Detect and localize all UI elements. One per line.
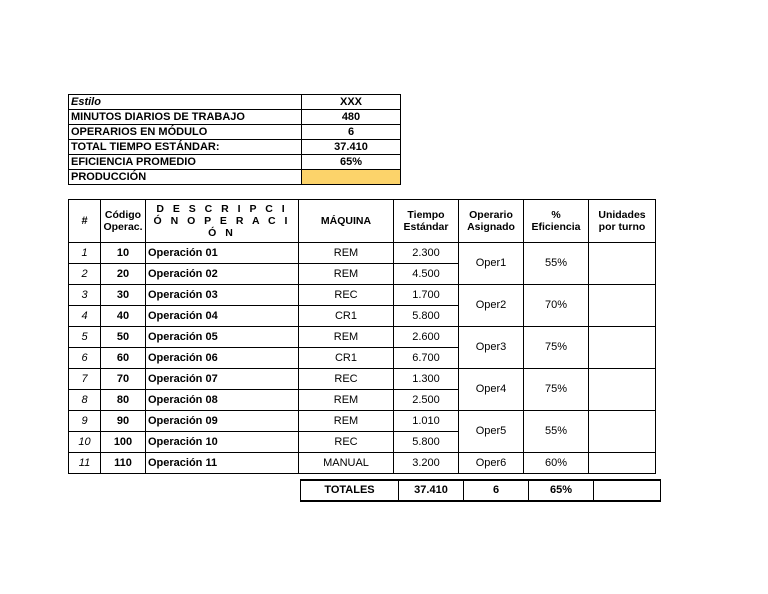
group-operator: Oper5: [459, 411, 524, 453]
row-num: 10: [69, 432, 101, 453]
row-description: Operación 06: [146, 348, 299, 369]
group-operator: Oper2: [459, 285, 524, 327]
operations-table: [68, 199, 656, 474]
info-label: EFICIENCIA PROMEDIO: [69, 155, 302, 170]
header-description: D E S C R I P C I Ó N O P E R A C I Ó N: [146, 200, 299, 243]
row-code: 90: [101, 411, 146, 432]
group-efficiency: 75%: [524, 327, 589, 369]
group-efficiency: 60%: [524, 453, 589, 474]
group-efficiency: 70%: [524, 285, 589, 327]
group-operator: Oper1: [459, 243, 524, 285]
info-label: TOTAL TIEMPO ESTÁNDAR:: [69, 140, 302, 155]
group-units-cell[interactable]: [589, 285, 656, 327]
row-machine: REM: [299, 411, 394, 432]
header-operator: Operario Asignado: [459, 200, 524, 243]
row-code: 70: [101, 369, 146, 390]
row-machine: REM: [299, 390, 394, 411]
row-description: Operación 05: [146, 327, 299, 348]
row-description: Operación 01: [146, 243, 299, 264]
row-code: 80: [101, 390, 146, 411]
row-time: 2.300: [394, 243, 459, 264]
row-description: Operación 02: [146, 264, 299, 285]
row-machine: CR1: [299, 306, 394, 327]
info-row-operators: [69, 125, 401, 140]
totals-label: TOTALES: [301, 480, 399, 501]
row-num: 3: [69, 285, 101, 306]
row-num: 4: [69, 306, 101, 327]
row-time: 5.800: [394, 306, 459, 327]
group-units-cell[interactable]: [589, 453, 656, 474]
row-num: 9: [69, 411, 101, 432]
table-row: [69, 327, 656, 348]
row-time: 2.600: [394, 327, 459, 348]
table-row: [69, 453, 656, 474]
row-machine: MANUAL: [299, 453, 394, 474]
row-num: 11: [69, 453, 101, 474]
group-operator: Oper6: [459, 453, 524, 474]
row-num: 8: [69, 390, 101, 411]
info-label: OPERARIOS EN MÓDULO: [69, 125, 302, 140]
row-code: 110: [101, 453, 146, 474]
style-info-table: [68, 94, 401, 185]
group-efficiency: 75%: [524, 369, 589, 411]
totals-time: 37.410: [399, 480, 464, 501]
header-num: #: [69, 200, 101, 243]
row-num: 7: [69, 369, 101, 390]
info-label: PRODUCCIÓN: [69, 170, 302, 185]
row-num: 1: [69, 243, 101, 264]
row-time: 1.010: [394, 411, 459, 432]
row-description: Operación 04: [146, 306, 299, 327]
group-efficiency: 55%: [524, 243, 589, 285]
row-time: 1.300: [394, 369, 459, 390]
info-row-minutes: [69, 110, 401, 125]
row-code: 100: [101, 432, 146, 453]
info-label: Estilo: [69, 95, 302, 110]
row-description: Operación 09: [146, 411, 299, 432]
header-machine: MÁQUINA: [299, 200, 394, 243]
row-description: Operación 08: [146, 390, 299, 411]
totals-operators: 6: [464, 480, 529, 501]
row-num: 2: [69, 264, 101, 285]
row-machine: REC: [299, 369, 394, 390]
row-machine: REM: [299, 264, 394, 285]
table-row: [69, 411, 656, 432]
production-input-cell[interactable]: [302, 170, 401, 185]
operations-header-row: [69, 200, 656, 243]
table-row: [69, 285, 656, 306]
header-units: Unidades por turno: [589, 200, 656, 243]
row-time: 2.500: [394, 390, 459, 411]
table-row: [69, 369, 656, 390]
row-description: Operación 11: [146, 453, 299, 474]
row-machine: CR1: [299, 348, 394, 369]
row-code: 20: [101, 264, 146, 285]
group-units-cell[interactable]: [589, 243, 656, 285]
row-code: 40: [101, 306, 146, 327]
info-row-efficiency: [69, 155, 401, 170]
info-row-production: [69, 170, 401, 185]
group-units-cell[interactable]: [589, 369, 656, 411]
group-operator: Oper3: [459, 327, 524, 369]
info-row-total-time: [69, 140, 401, 155]
row-description: Operación 10: [146, 432, 299, 453]
row-time: 3.200: [394, 453, 459, 474]
row-code: 60: [101, 348, 146, 369]
info-value: 6: [302, 125, 401, 140]
info-value: XXX: [302, 95, 401, 110]
row-num: 5: [69, 327, 101, 348]
table-row: [69, 243, 656, 264]
info-value: 65%: [302, 155, 401, 170]
totals-table: [300, 479, 661, 502]
row-machine: REM: [299, 243, 394, 264]
totals-efficiency: 65%: [529, 480, 594, 501]
row-time: 6.700: [394, 348, 459, 369]
info-label: MINUTOS DIARIOS DE TRABAJO: [69, 110, 302, 125]
totals-units[interactable]: [594, 480, 661, 501]
row-machine: REC: [299, 432, 394, 453]
row-code: 30: [101, 285, 146, 306]
totals-row: [301, 480, 661, 501]
group-efficiency: 55%: [524, 411, 589, 453]
header-code: Código Operac.: [101, 200, 146, 243]
info-value: 480: [302, 110, 401, 125]
row-code: 10: [101, 243, 146, 264]
row-time: 5.800: [394, 432, 459, 453]
row-num: 6: [69, 348, 101, 369]
group-units-cell[interactable]: [589, 411, 656, 453]
row-machine: REC: [299, 285, 394, 306]
group-units-cell[interactable]: [589, 327, 656, 369]
row-time: 4.500: [394, 264, 459, 285]
row-code: 50: [101, 327, 146, 348]
info-value: 37.410: [302, 140, 401, 155]
row-machine: REM: [299, 327, 394, 348]
group-operator: Oper4: [459, 369, 524, 411]
info-row-style: [69, 95, 401, 110]
header-time: Tiempo Estándar: [394, 200, 459, 243]
row-time: 1.700: [394, 285, 459, 306]
row-description: Operación 03: [146, 285, 299, 306]
row-description: Operación 07: [146, 369, 299, 390]
header-efficiency: % Eficiencia: [524, 200, 589, 243]
